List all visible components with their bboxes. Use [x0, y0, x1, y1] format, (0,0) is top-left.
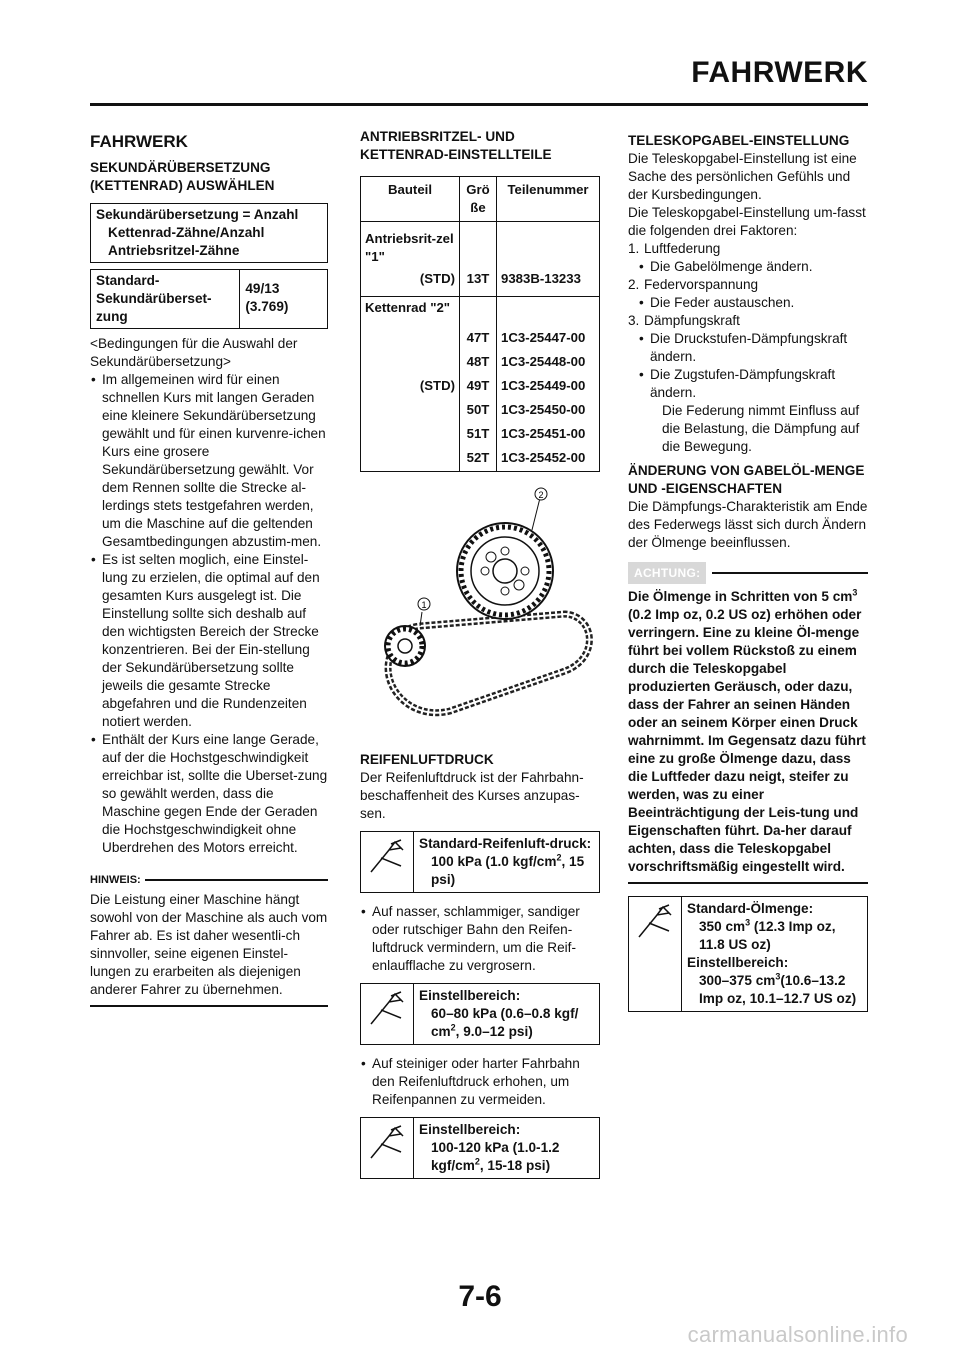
spec-value: (10.6–13.2 Imp oz, 10.1–12.7 US oz): [699, 972, 857, 1006]
standard-ratio-value: 49/13 (3.769): [245, 281, 289, 314]
spec-label: Einstellbereich:: [419, 988, 521, 1003]
table-cell: [361, 327, 460, 351]
standard-ratio-box: [90, 269, 328, 329]
tire-pressure-text: Der Reifenluftdruck ist der Fahrbahn-beschaffenheit des Kurses anzupas-sen.: [360, 770, 584, 821]
table-cell: 9383B-13233: [497, 268, 600, 297]
table-row: [361, 447, 600, 472]
wrench-icon: [629, 897, 682, 1011]
oil-text: Die Dämpfungs-Charakteristik am Ende des Federwegs lässt sich durch Ändern der Ölmenge beeinflussen.: [628, 499, 868, 550]
tire-list-2: [360, 1055, 600, 1109]
caution-end-rule: [628, 882, 868, 884]
header-rule: [90, 103, 868, 106]
spec-value: , 15-18 psi): [479, 1158, 551, 1173]
table-cell: 49T: [460, 375, 497, 399]
spec-value: 350 cm: [699, 918, 746, 934]
table-cell: 47T: [460, 327, 497, 351]
page-number: 7-6: [458, 1280, 502, 1313]
factor-number: 1.: [628, 241, 640, 256]
table-cell: 1C3-25447-00: [497, 327, 600, 351]
list-item: • Die Feder austauschen.: [628, 294, 868, 312]
spec-sup: 2: [474, 1156, 480, 1167]
parts-heading: ANTRIEBSRITZEL- UND KETTENRAD-EINSTELLTEILE: [360, 129, 552, 162]
spec-value: 100-120 kPa (1.0-1.2 kgf/cm: [431, 1140, 560, 1173]
spec-label: Einstellbereich:: [687, 954, 789, 970]
spec-sup: 3: [775, 970, 781, 981]
table-cell: [361, 447, 460, 472]
spec-value: 100 kPa (1.0 kgf/cm: [431, 854, 557, 869]
oil-heading: ÄNDERUNG VON GABELÖL-MENGE UND -EIGENSCHAFTEN: [628, 463, 865, 496]
table-cell: 1C3-25452-00: [497, 447, 600, 472]
rear-sprocket-icon: [457, 523, 553, 619]
wrench-icon: [361, 984, 414, 1044]
table-row: [361, 351, 600, 375]
spec-value: , 15 psi): [431, 854, 585, 887]
callout-1-label: 1: [421, 600, 427, 610]
fork-intro-1: Die Teleskopgabel-Einstellung ist eine Sache des persönlichen Gefühls und der Kursbedingungen.: [628, 151, 857, 202]
wrench-icon: [361, 832, 414, 892]
note-label-text: HINWEIS:: [90, 874, 141, 886]
table-cell: 50T: [460, 399, 497, 423]
callout-2-label: 2: [538, 490, 544, 500]
conditions-list: [90, 371, 328, 857]
table-cell: 1C3-25448-00: [497, 351, 600, 375]
table-cell: 52T: [460, 447, 497, 472]
table-row: [361, 423, 600, 447]
list-item: • Auf steiniger oder harter Fahrbahn den Reifenluftdruck erhohen, um Reifenpannen zu vermeiden.: [360, 1055, 600, 1109]
factor-list: [628, 240, 868, 456]
table-cell: 51T: [460, 423, 497, 447]
factor-label: Luftfederung: [644, 241, 721, 256]
spec-box-range-1: [360, 983, 600, 1045]
table-row: [361, 327, 600, 351]
formula-box: [90, 203, 328, 263]
formula-line: Kettenrad-Zähne/Anzahl: [108, 225, 265, 240]
factor-note: Die Federung nimmt Einfluss auf die Belastung, die Dämpfung auf die Bewegung.: [662, 403, 860, 454]
spec-value: 300–375 cm: [699, 972, 776, 988]
factor-item: [628, 276, 868, 294]
caution-label: [628, 562, 868, 584]
factor-number: 2.: [628, 277, 640, 292]
spec-label: Standard-Ölmenge:: [687, 900, 814, 916]
fork-heading: TELESKOPGABEL-EINSTELLUNG: [628, 133, 850, 148]
table-row: [361, 375, 600, 399]
table-cell: (STD): [361, 268, 460, 297]
parts-table: [360, 176, 600, 472]
spec-sup: 3: [745, 916, 751, 927]
list-item: • Auf nasser, schlammiger, sandiger oder rutschiger Bahn den Reifen-luftdruck vermindern, um die Reif-enlaufflache zu vergrosern.: [360, 903, 600, 975]
spec-value: 60–80 kPa (0.6–0.8 kgf/ cm: [431, 1006, 579, 1039]
spec-box-standard-pressure: [360, 831, 600, 893]
table-cell: [361, 351, 460, 375]
standard-ratio-label: Standard-Sekundärüberset-zung: [91, 270, 240, 328]
table-cell: [361, 423, 460, 447]
caution-text-b: (0.2 Imp oz, 0.2 US oz) erhöhen oder verringern. Eine zu kleine Öl-menge führt bei vollem Rückstoß zu einem durch die Teleskopgabel produzierten Geräusch, oder dazu, dass der Fahrer an seinen Händen oder an seinem Körper einen Druck wahrnimmt. Im Gegensatz dazu führt eine zu große Ölmenge dazu, dass die Luftfeder dazu neigt, steifer zu werden, was zu einer Beeinträchtigung der Leis-tung und Eigenschaften führt. Da-her darauf achten, dass die Teleskopgabel vorschriftsmäßig eingestellt wird.: [628, 607, 866, 874]
spec-value: (12.3 Imp oz, 11.8 US oz): [699, 918, 836, 952]
spec-box-oil: [628, 896, 868, 1012]
sprocket-chain-diagram: [360, 486, 600, 736]
table-cell: [361, 399, 460, 423]
caution-sup: 3: [852, 587, 858, 598]
list-item: • Die Druckstufen-Dämpfungskraft ändern.: [628, 330, 868, 366]
formula-line: Antriebsritzel-Zähne: [108, 243, 240, 258]
spec-sup: 2: [556, 852, 562, 863]
table-cell: (STD): [361, 375, 460, 399]
tire-pressure-heading: REIFENLUFTDRUCK: [360, 752, 494, 767]
caution-text: [628, 588, 868, 876]
spec-label: Standard-Reifenluft-druck:: [419, 836, 592, 851]
note-label: [90, 871, 328, 889]
spec-sup: 2: [450, 1022, 456, 1033]
list-item: • Die Zugstufen-Dämpfungskraft ändern.: [628, 366, 868, 402]
wrench-icon: [361, 1118, 414, 1178]
table-row: [361, 399, 600, 423]
subheading-gear-ratio: SEKUNDÄRÜBERSETZUNG (KETTENRAD) AUSWÄHLEN: [90, 160, 275, 193]
note-text: Die Leistung einer Maschine hängt sowohl von der Maschine als auch vom Fahrer ab. Es ist daher wesentli-ch sinnvoller, seine eigenen Einstel-lungen zu erarbeiten als diejenigen anderer Fahrer zu übernehmen.: [90, 892, 328, 997]
factor-item: [628, 312, 868, 330]
note-end-rule: [90, 1005, 328, 1007]
section-title: FAHRWERK: [90, 132, 188, 151]
table-cell: Antriebsrit-zel "1": [361, 222, 460, 269]
factor-label: Dämpfungskraft: [644, 313, 740, 328]
column-1: [90, 128, 328, 1007]
drive-sprocket-icon: [385, 626, 425, 666]
footer-watermark: carmanualsonline.info: [687, 1322, 908, 1347]
spec-label: Einstellbereich:: [419, 1122, 521, 1137]
column-3: [628, 128, 868, 1022]
caution-text-a: Die Ölmenge in Schritten von 5 cm: [628, 589, 853, 604]
table-header: Grö ße: [460, 177, 497, 222]
list-item: • Enthält der Kurs eine lange Gerade, auf der die Hochstgeschwindigkeit erreichbar ist, sollte die Uberset-zung so gewählt werden, dass die Maschine gegen Ende der Geraden die Hochstgeschwindigkeit ohne Uberdrehen des Motors erreicht.: [90, 731, 328, 857]
table-header: Teilenummer: [497, 177, 600, 222]
running-header-title: FAHRWERK: [691, 56, 868, 89]
column-2: [360, 128, 600, 1189]
spec-value: , 9.0–12 psi): [455, 1024, 533, 1039]
table-cell: 1C3-25451-00: [497, 423, 600, 447]
table-cell: 13T: [460, 268, 497, 297]
table-cell: 48T: [460, 351, 497, 375]
conditions-intro: <Bedingungen für die Auswahl der Sekundärübersetzung>: [90, 336, 298, 369]
factor-item: [628, 240, 868, 258]
factor-label: Federvorspannung: [644, 277, 759, 292]
list-item: • Im allgemeinen wird für einen schnellen Kurs mit langen Geraden eine kleinere Sekundärübersetzung gewählt und für einen kurvenre-ichen Kurs eine grosere Sekundärübersetzung gewählt. Vor dem Rennen sollte die Strecke al-lerdings stets testgefahren werden, um die Maschine auf die geltenden Gesamtbedingungen abzustim-men.: [90, 371, 328, 551]
formula-line: Sekundärübersetzung = Anzahl: [96, 207, 299, 222]
list-item: • Es ist selten moglich, eine Einstel-lung zu erzielen, die optimal auf den gesamten Kurs ausgelegt ist. Die Einstellung sollte sich deshalb auf den wichtigsten Bereich der Strecke konzentrieren. Bei der Ein-stellung der Sekundärübersetzung sollte jeweils die gesamte Strecke abgefahren und die Rundenzeiten notiert werden.: [90, 551, 328, 731]
factor-number: 3.: [628, 313, 640, 328]
table-cell: 1C3-25450-00: [497, 399, 600, 423]
table-cell: 1C3-25449-00: [497, 375, 600, 399]
list-item: • Die Gabelölmenge ändern.: [628, 258, 868, 276]
spec-box-range-2: [360, 1117, 600, 1179]
table-header: Bauteil: [361, 177, 460, 222]
table-cell: Kettenrad "2": [361, 297, 460, 328]
fork-intro-2: Die Teleskopgabel-Einstellung um-fasst die folgenden drei Faktoren:: [628, 205, 866, 238]
caution-label-text: ACHTUNG:: [628, 562, 706, 584]
tire-list-1: [360, 903, 600, 975]
